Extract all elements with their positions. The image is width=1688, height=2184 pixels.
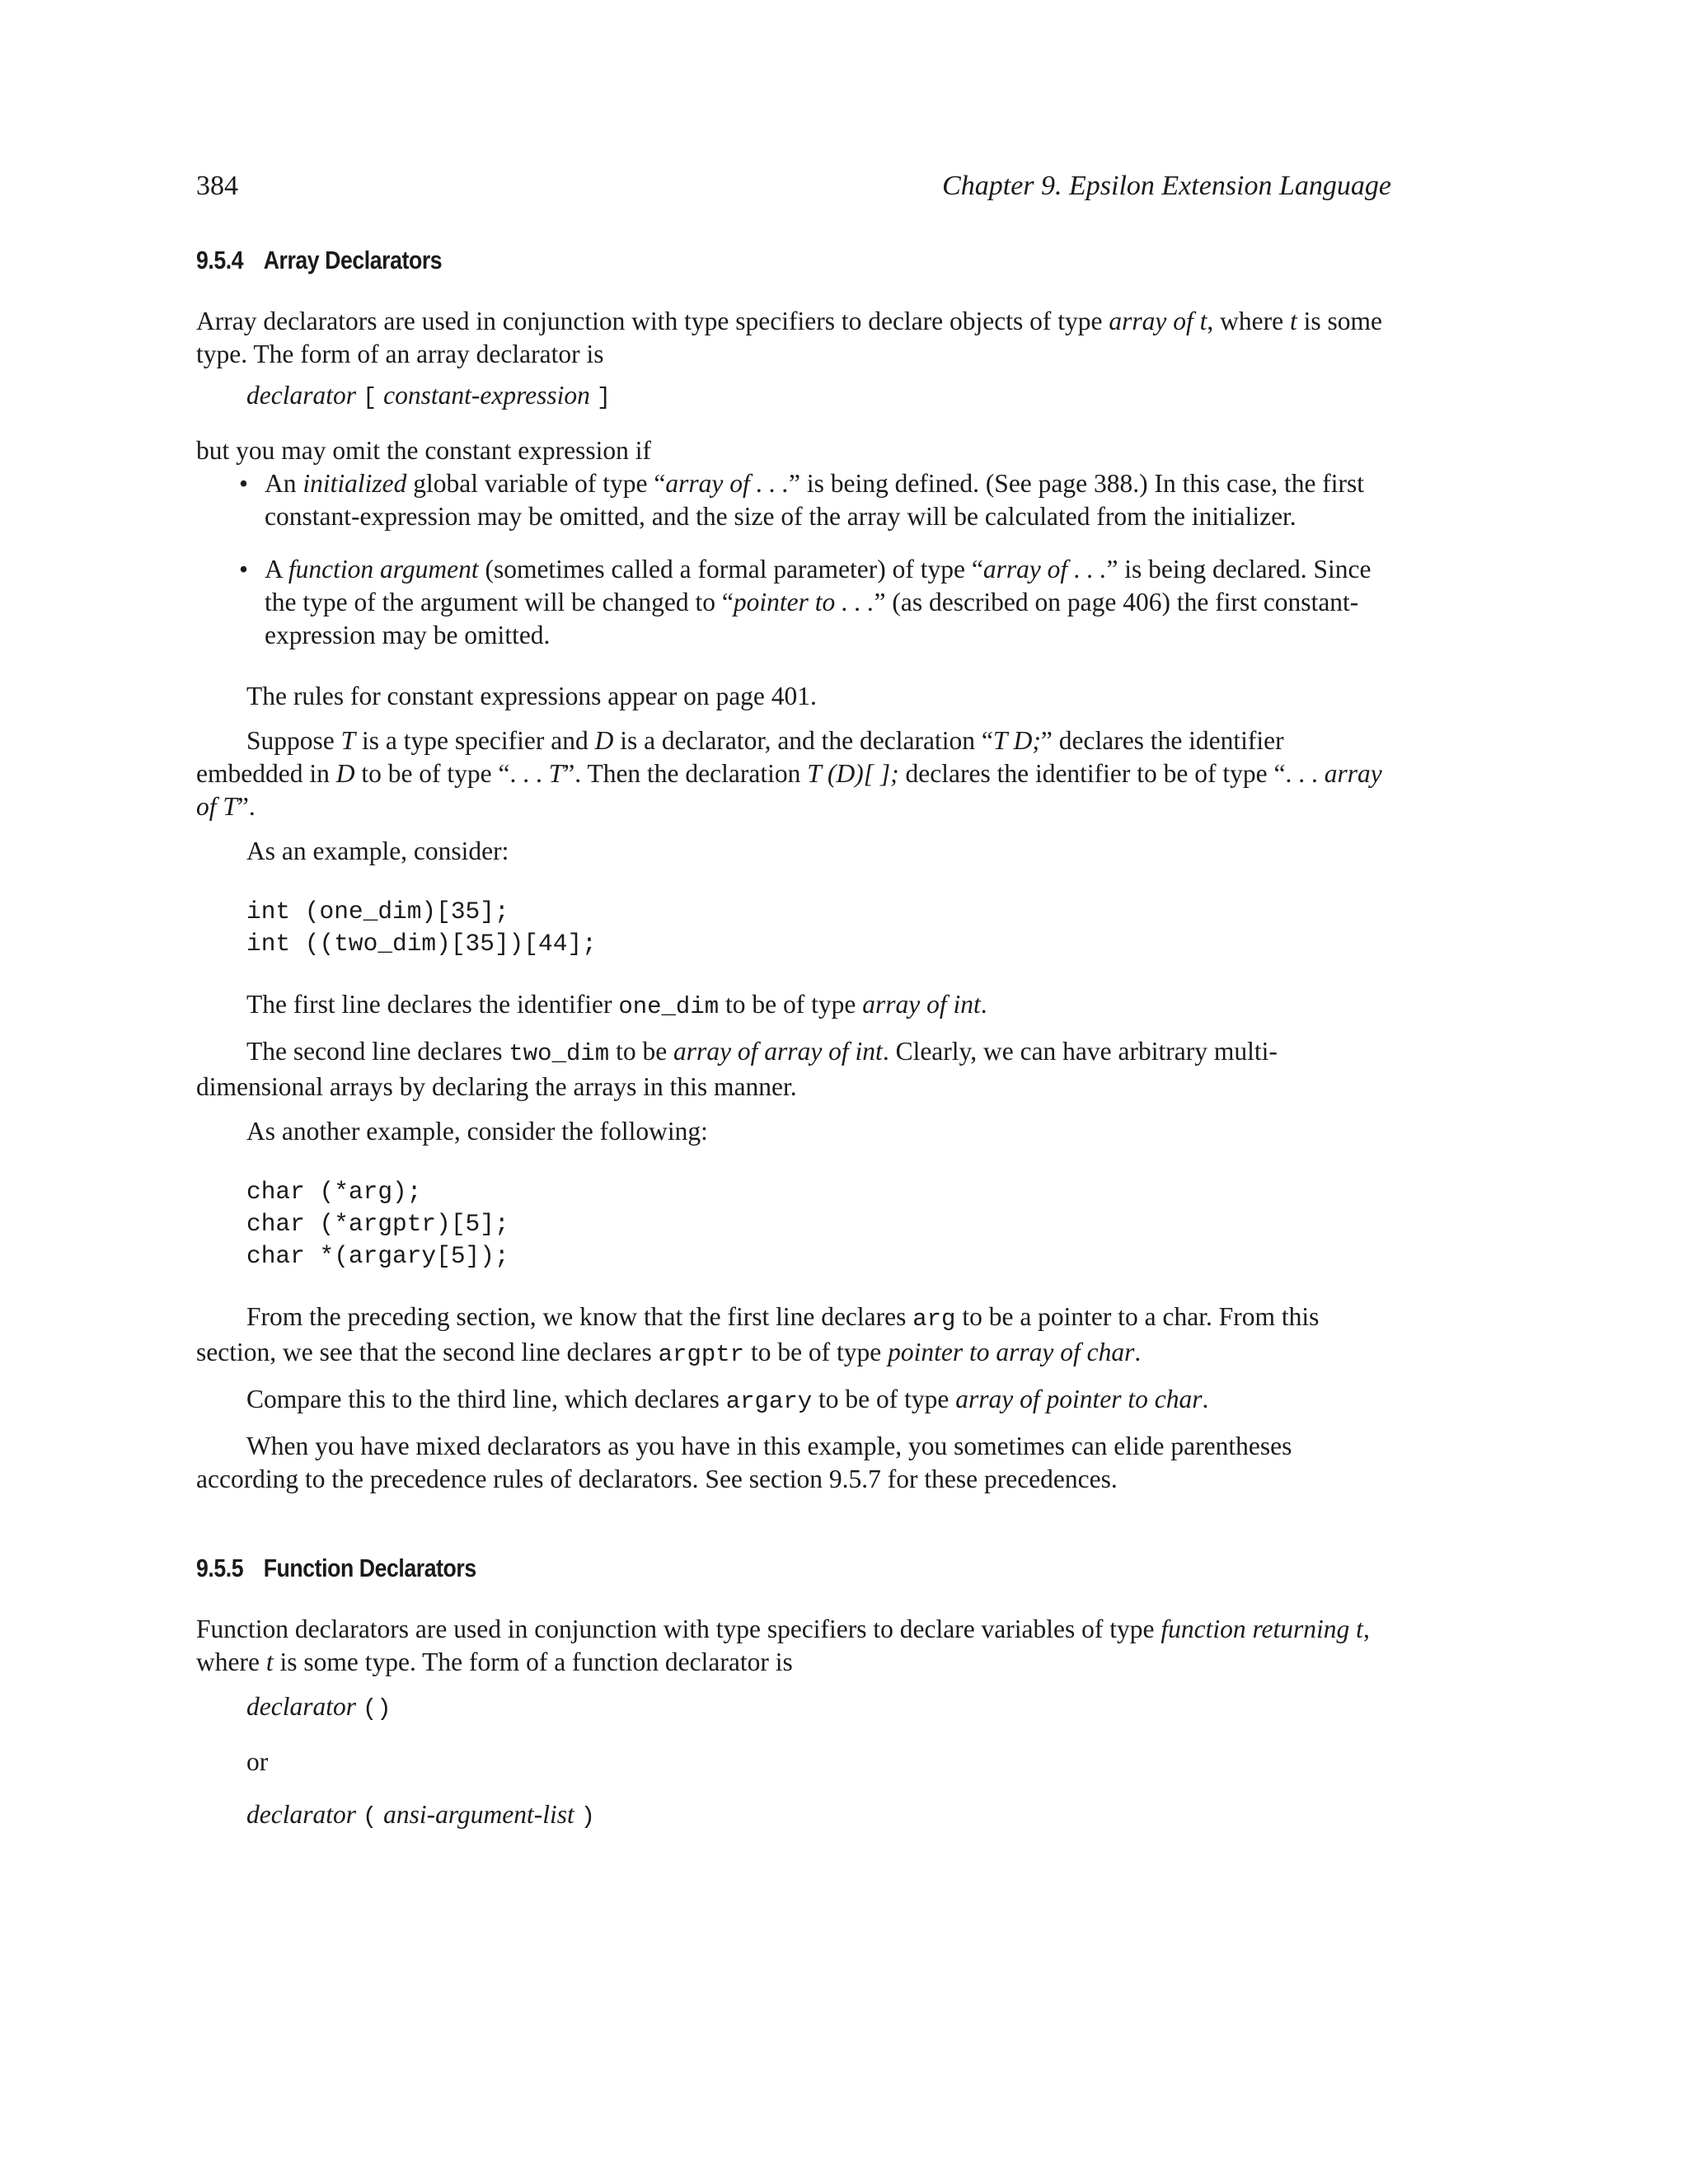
- code-line: int (one_dim)[35];: [246, 898, 509, 926]
- second-line-paragraph: The second line declares two_dim to be array of array of int. Clearly, we can have arbitrary multi-dimensional arrays by declaring the arrays in this manner.: [196, 1037, 1278, 1101]
- section-title: Function Declarators: [263, 1554, 476, 1582]
- section-number: 9.5.4: [196, 246, 244, 274]
- code-line: int ((two_dim)[35])[44];: [246, 930, 597, 958]
- chapter-title: Chapter 9. Epsilon Extension Language: [942, 171, 1391, 201]
- rules-paragraph: The rules for constant expressions appear on page 401.: [246, 682, 817, 710]
- page-content: [196, 244, 1391, 1834]
- section-heading-array-declarators: [196, 244, 1224, 277]
- compare-paragraph: Compare this to the third line, which declares argary to be of type array of pointer to char.: [246, 1385, 1209, 1415]
- code-block-pointers: [196, 1176, 1391, 1272]
- function-intro-paragraph: Function declarators are used in conjunction with type specifiers to declare variables of type function returning t, where t is some type. The form of a function declarator is: [196, 1615, 1370, 1676]
- page-number: 384: [196, 171, 238, 201]
- section-title: Array Declarators: [263, 246, 443, 274]
- first-line-paragraph: The first line declares the identifier one_dim to be of type array of int.: [246, 990, 987, 1020]
- section-heading-function-declarators: [196, 1552, 1224, 1585]
- list-item: • An initialized global variable of type “array of . . .” is being defined. (See page 388.) In this case, the first constant-expression may be omitted, and the size of the array will be calculated from the initializer.: [239, 469, 1365, 531]
- section-number: 9.5.5: [196, 1554, 244, 1582]
- document-page: [196, 0, 1391, 2184]
- code-block-arrays: [196, 896, 1391, 960]
- code-line: char *(argary[5]);: [246, 1242, 509, 1270]
- bullet-icon: •: [239, 555, 249, 583]
- omit-conditions-list: [196, 467, 1391, 652]
- another-example-intro: As another example, consider the following:: [246, 1117, 708, 1146]
- function-declarator-form-2: declarator ( ansi-argument-list ): [246, 1800, 595, 1830]
- preceding-paragraph: From the preceding section, we know that the first line declares arg to be a pointer to a char. From this section, we see that the second line declares argptr to be of type pointer to array of char.: [196, 1302, 1320, 1368]
- bullet-icon: •: [239, 469, 249, 498]
- example-intro: As an example, consider:: [246, 837, 509, 865]
- code-line: char (*argptr)[5];: [246, 1210, 509, 1238]
- suppose-paragraph: Suppose T is a type specifier and D is a declarator, and the declaration “T D;” declares the identifier embedded in D to be of type “. . . T”. Then the declaration T (D)[ ]; declares the identifier to be of type “. . . array of T”.: [196, 726, 1382, 821]
- or-text: or: [246, 1747, 269, 1776]
- code-line: char (*arg);: [246, 1178, 422, 1206]
- array-declarator-form: declarator [ constant-expression ]: [246, 381, 612, 411]
- function-declarator-form-1: declarator (): [246, 1692, 392, 1722]
- list-item: • A function argument (sometimes called a formal parameter) of type “array of . . .” is being declared. Since the type of the argument will be changed to “pointer to . . .” (as described on page 406) the first constant-expression may be omitted.: [239, 555, 1372, 649]
- mixed-declarators-paragraph: When you have mixed declarators as you have in this example, you sometimes can elide parentheses according to the precedence rules of declarators. See section 9.5.7 for these precedences.: [196, 1432, 1292, 1493]
- omit-paragraph: but you may omit the constant expression if: [196, 436, 652, 465]
- array-intro-paragraph: Array declarators are used in conjunction with type specifiers to declare objects of type array of t, where t is some type. The form of an array declarator is: [196, 307, 1382, 368]
